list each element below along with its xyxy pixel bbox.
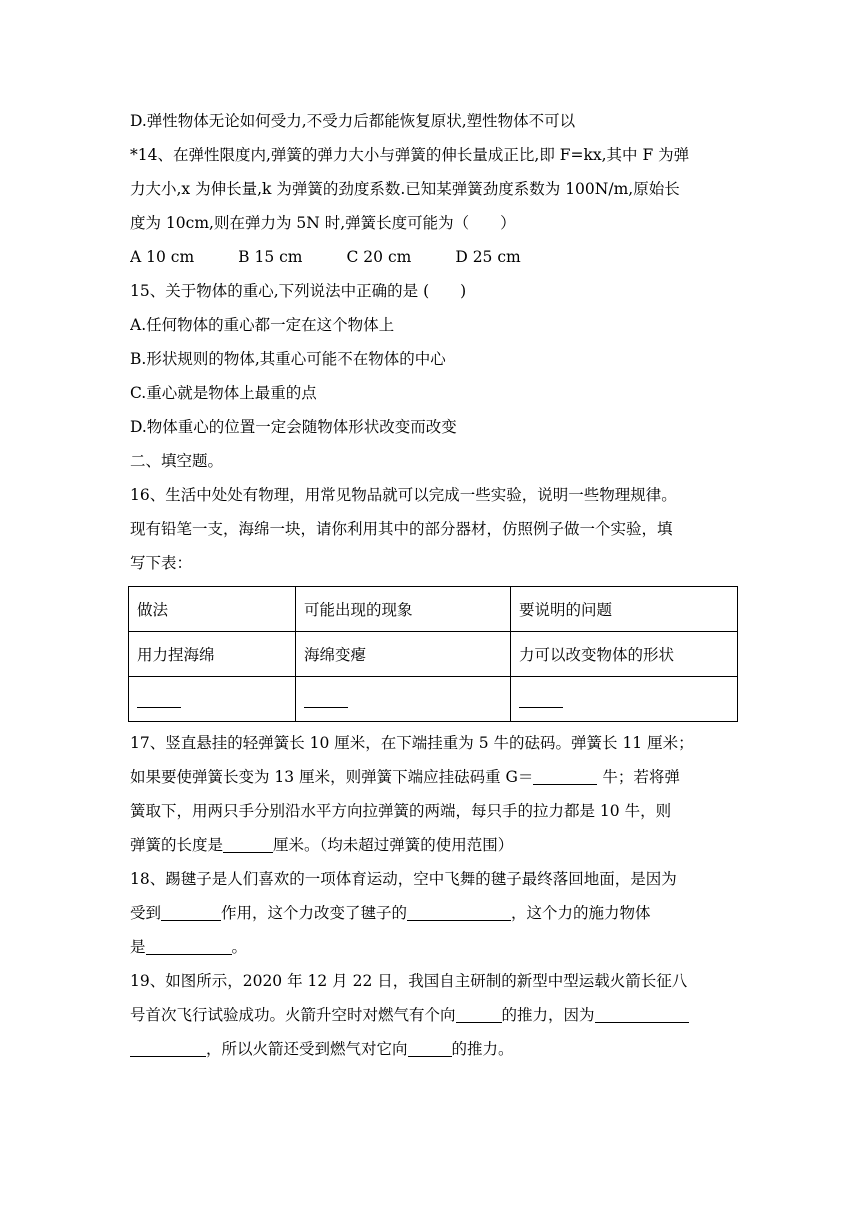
q18-line-1: 18、踢毽子是人们喜欢的一项体育运动，空中飞舞的毽子最终落回地面，是因为 bbox=[130, 870, 677, 888]
q14-option-b: B 15 cm bbox=[238, 248, 303, 266]
q17-text: 厘米。（均未超过弹簧的使用范围） bbox=[273, 836, 514, 854]
q14-option-d: D 25 cm bbox=[455, 248, 521, 266]
q15-stem: 15、关于物体的重心,下列说法中正确的是 ( ) bbox=[130, 282, 467, 300]
table-cell: 用力捏海绵 bbox=[129, 632, 296, 677]
table-cell: 力可以改变物体的形状 bbox=[511, 632, 738, 677]
q13-option-d: D.弹性物体无论如何受力,不受力后都能恢复原状,塑性物体不可以 bbox=[130, 112, 576, 130]
table-row bbox=[129, 632, 738, 677]
worksheet-page bbox=[130, 104, 740, 1066]
answer-blank[interactable] bbox=[304, 693, 348, 708]
answer-blank[interactable] bbox=[223, 834, 273, 853]
q19-text: ，所以火箭还受到燃气对它向 bbox=[206, 1040, 408, 1058]
answer-blank[interactable] bbox=[408, 1038, 452, 1057]
q18-line-2 bbox=[130, 896, 740, 930]
q15-option-b: B.形状规则的物体,其重心可能不在物体的中心 bbox=[130, 350, 446, 368]
answer-blank[interactable] bbox=[137, 693, 181, 708]
q18-text: ，这个力的施力物体 bbox=[511, 904, 651, 922]
table-header-cell: 要说明的问题 bbox=[511, 587, 738, 632]
q16-line-2: 现有铅笔一支，海绵一块，请你利用其中的部分器材，仿照例子做一个实验，填 bbox=[130, 520, 673, 538]
answer-blank[interactable] bbox=[146, 936, 232, 955]
q19-text: 的推力。 bbox=[451, 1040, 514, 1058]
q18-text: 是 bbox=[130, 938, 146, 956]
q14-line-1: *14、在弹性限度内,弹簧的弹力大小与弹簧的伸长量成正比,即 F=kx,其中 F 为弹 bbox=[130, 146, 690, 164]
q15-option-d: D.物体重心的位置一定会随物体形状改变而改变 bbox=[130, 418, 457, 436]
table-blank-cell[interactable] bbox=[296, 677, 511, 722]
q17-line-2 bbox=[130, 760, 740, 794]
q19-line-3 bbox=[130, 1032, 740, 1066]
q19-line-1: 19、如图所示，2020 年 12 月 22 日，我国自主研制的新型中型运载火箭长征八 bbox=[130, 972, 688, 990]
section-fill-in-heading: 二、填空题。 bbox=[130, 452, 224, 470]
answer-blank[interactable] bbox=[161, 902, 221, 921]
table-header-cell: 可能出现的现象 bbox=[296, 587, 511, 632]
answer-blank[interactable] bbox=[595, 1004, 689, 1023]
q18-text: 受到 bbox=[130, 904, 162, 922]
q14-line-3: 度为 10cm,则在弹力为 5N 时,弹簧长度可能为（ ） bbox=[130, 214, 516, 232]
q14-line-2: 力大小,x 为伸长量,k 为弹簧的劲度系数.已知某弹簧劲度系数为 100N/m,原始长 bbox=[130, 180, 680, 198]
q19-text: 号首次飞行试验成功。火箭升空时对燃气有个向 bbox=[130, 1006, 456, 1024]
q17-text: 弹簧的长度是 bbox=[130, 836, 224, 854]
q16-table bbox=[128, 586, 738, 722]
table-blank-cell[interactable] bbox=[511, 677, 738, 722]
q17-line-4 bbox=[130, 828, 740, 862]
table-blank-cell[interactable] bbox=[129, 677, 296, 722]
q14-option-a: A 10 cm bbox=[130, 248, 195, 266]
q15-option-c: C.重心就是物体上最重的点 bbox=[130, 384, 317, 402]
table-header-row bbox=[129, 587, 738, 632]
q19-line-2 bbox=[130, 998, 740, 1032]
answer-blank[interactable] bbox=[130, 1038, 206, 1057]
answer-blank[interactable] bbox=[533, 766, 597, 785]
q16-line-3: 写下表： bbox=[130, 554, 193, 572]
table-row-blank bbox=[129, 677, 738, 722]
answer-blank[interactable] bbox=[519, 693, 563, 708]
q17-line-1: 17、竖直悬挂的轻弹簧长 10 厘米，在下端挂重为 5 牛的砝码。弹簧长 11 厘米； bbox=[130, 734, 694, 752]
table-cell: 海绵变瘪 bbox=[296, 632, 511, 677]
q18-line-3 bbox=[130, 930, 740, 964]
q18-text: 作用，这个力改变了毽子的 bbox=[221, 904, 408, 922]
q19-text: 的推力，因为 bbox=[501, 1006, 595, 1024]
answer-blank[interactable] bbox=[456, 1004, 502, 1023]
q16-line-1: 16、生活中处处有物理，用常见物品就可以完成一些实验，说明一些物理规律。 bbox=[130, 486, 677, 504]
q17-text: 牛；若将弹 bbox=[597, 768, 680, 786]
q17-line-3: 簧取下，用两只手分别沿水平方向拉弹簧的两端，每只手的拉力都是 10 牛，则 bbox=[130, 802, 672, 820]
q18-text: 。 bbox=[231, 938, 248, 956]
q17-text: 如果要使弹簧长变为 13 厘米，则弹簧下端应挂砝码重 G＝ bbox=[130, 768, 534, 786]
q14-options bbox=[130, 240, 740, 274]
answer-blank[interactable] bbox=[407, 902, 511, 921]
q14-option-c: C 20 cm bbox=[346, 248, 412, 266]
q15-option-a: A.任何物体的重心都一定在这个物体上 bbox=[130, 316, 395, 334]
table-header-cell: 做法 bbox=[129, 587, 296, 632]
